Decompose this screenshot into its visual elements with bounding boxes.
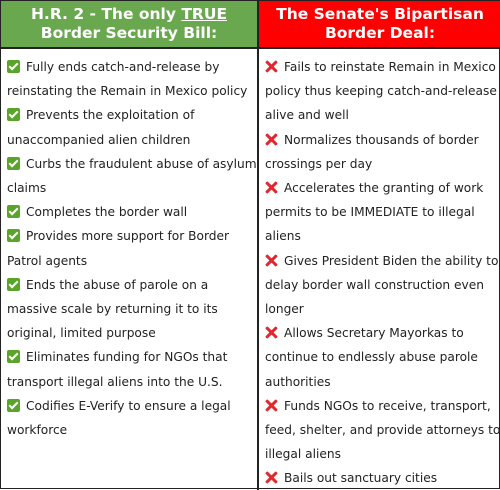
check-mark-icon — [7, 229, 20, 242]
list-item: Eliminates funding for NGOs that transport illegal aliens into the U.S. — [7, 350, 228, 389]
senate-deal-header — [259, 1, 500, 49]
list-item: Accelerates the granting of work permits to be IMMEDIATE to illegal aliens — [265, 181, 484, 244]
list-item: Completes the border wall — [7, 200, 257, 224]
cross-mark-icon — [265, 399, 278, 412]
list-item: Fully ends catch-and-release by reinstating the Remain in Mexico policy — [7, 60, 248, 99]
cross-mark-icon — [265, 326, 278, 339]
check-mark-icon — [7, 350, 20, 363]
hr2-title: H.R. 2 - The only TRUE Border Security Bill: — [30, 5, 228, 42]
list-item: Bails out sanctuary cities — [265, 466, 500, 490]
true-emphasis: TRUE — [181, 5, 228, 23]
cross-mark-icon — [265, 133, 278, 146]
list-item: Curbs the fraudulent abuse of asylum claims — [7, 156, 257, 196]
cross-mark-icon — [265, 471, 278, 484]
hr2-list — [1, 49, 259, 490]
check-mark-icon — [7, 278, 20, 291]
list-item: Normalizes thousands of border crossings per day — [265, 132, 479, 171]
list-item: Gives President Biden the ability to delay border wall construction even longer — [265, 253, 499, 317]
cross-mark-icon — [265, 181, 278, 194]
check-mark-icon — [7, 157, 20, 170]
list-item: Prevents the exploitation of unaccompanied alien children — [7, 108, 195, 147]
cross-mark-icon — [265, 60, 278, 73]
list-item: Codifies E-Verify to ensure a legal workforce — [7, 398, 231, 438]
list-item: Fails to reinstate Remain in Mexico policy thus keeping catch-and-release alive and well — [265, 60, 497, 123]
list-item: Provides more support for Border Patrol agents — [7, 229, 229, 268]
hr2-header — [1, 1, 259, 49]
check-mark-icon — [7, 399, 20, 412]
list-item: Allows Secretary Mayorkas to continue to endlessly abuse parole authorities — [265, 326, 478, 389]
check-mark-icon — [7, 205, 20, 218]
senate-deal-title: The Senate's Bipartisan Border Deal: — [276, 5, 484, 42]
senate-deal-list — [259, 49, 500, 490]
cross-mark-icon — [265, 254, 278, 267]
list-item: Funds NGOs to receive, transport, feed, shelter, and provide attorneys to illegal aliens — [265, 398, 500, 462]
check-mark-icon — [7, 108, 20, 121]
list-item: Ends the abuse of parole on a massive scale by returning it to its original, limited purpose — [7, 277, 218, 341]
check-mark-icon — [7, 60, 20, 73]
